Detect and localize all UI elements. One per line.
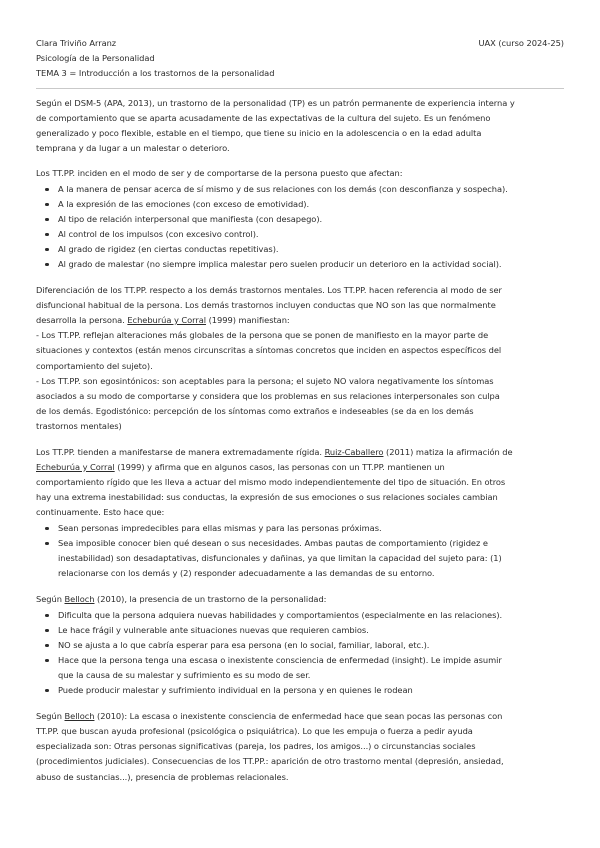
text-line: Diferenciación de los TT.PP. respecto a los demás trastornos mentales. Los TT.PP. hacen referencia al modo de ser	[36, 284, 502, 295]
text-fragment: Los TT.PP. tienden a manifestarse de manera extremadamente rígida.	[36, 446, 325, 457]
list-item: A la manera de pensar acerca de sí mismo y de sus relaciones con los demás (con desconfianza y sospecha).	[58, 182, 564, 197]
list-item	[58, 608, 564, 623]
text-line: de comportamiento que se aparta acusadamente de las expectativas de la cultura del sujeto. Es un fenómeno	[36, 112, 491, 123]
affects-list	[36, 182, 564, 272]
presence-list	[36, 608, 564, 698]
citation-link[interactable]: Ruiz-Caballero	[324, 446, 384, 457]
text-line	[36, 313, 564, 328]
text-line: asociados a su modo de comportarse y considera que los problemas en sus relaciones interpersonales son culpa	[36, 391, 500, 402]
text-line: de los demás. Egodistónico: percepción de los síntomas como extraños e indeseables (se da en los demás	[36, 406, 474, 417]
text-fragment: (2010), la presencia de un trastorno de la personalidad:	[94, 594, 327, 605]
header-divider	[36, 88, 564, 89]
list-item	[58, 683, 564, 698]
text-line: Sean personas impredecibles para ellas mismas y para las personas próximas.	[58, 522, 382, 533]
text-line: comportamiento del sujeto).	[36, 360, 153, 371]
text-fragment: (2010): La escasa o inexistente consciencia de enfermedad hace que sean pocas las personas con	[94, 710, 503, 721]
text-line: TT.PP. que buscan ayuda profesional (psicológica o psiquiátrica). Lo que les empuja o fuerza a pedir ayuda	[36, 725, 473, 736]
text-line: que la causa de su malestar y sufrimiento es su modo de ser.	[58, 669, 311, 680]
course-name: Psicología de la Personalidad	[36, 53, 155, 64]
text-line: temprana y da lugar a un malestar o deterioro.	[36, 143, 230, 154]
text-line: relacionarse con los demás y (2) responder adecuadamente a las demandas de su entorno.	[58, 568, 435, 579]
list-item	[58, 638, 564, 653]
text-line: Los TT.PP. inciden en el modo de ser y de comportarse de la persona puesto que afectan:	[36, 168, 403, 179]
text-line: inestabilidad) son desadaptativas, disfuncionales y dañinas, ya que limitan la capacidad del sujeto para: (1)	[58, 553, 502, 564]
text-line: situaciones y contextos (están menos circunscritas a síntomas concretos que inciden en aspectos específicos del	[36, 345, 502, 356]
text-line: disfuncional habitual de la persona. Los demás trastornos incluyen conductas que NO son las que normalmente	[36, 299, 496, 310]
text-line	[36, 445, 564, 460]
page-header	[36, 36, 564, 82]
text-line: (procedimientos judiciales). Consecuencias de los TT.PP.: aparición de otro trastorno mental (depresión, ansiedad,	[36, 756, 504, 767]
text-fragment: (2011) matiza la afirmación de	[383, 446, 513, 457]
text-line: trastornos mentales)	[36, 421, 122, 432]
text-line: abuso de sustancias...), presencia de problemas relacionales.	[36, 771, 289, 782]
list-item: Al grado de malestar (no siempre implica malestar pero suelen producir un deterioro en la actividad social).	[58, 257, 564, 272]
text-line: - Los TT.PP. reflejan alteraciones más globales de la persona que se ponen de manifiesto en la mayor parte de	[36, 330, 489, 341]
text-line: Sea imposible conocer bien qué desean o sus necesidades. Ambas pautas de comportamiento (rigidez e	[58, 537, 488, 548]
paragraph-belloch-consciousness	[36, 709, 564, 785]
text-line: continuamente. Esto hace que:	[36, 507, 165, 518]
text-line: Dificulta que la persona adquiera nuevas habilidades y comportamientos (especialmente en las relaciones).	[58, 609, 503, 620]
text-line: generalizado y poco flexible, estable en el tiempo, que tiene su inicio en la adolescencia o en la edad adulta	[36, 128, 482, 139]
citation-link[interactable]: Belloch	[64, 710, 95, 721]
citation-link[interactable]: Echeburúa y Corral	[127, 315, 207, 326]
list-item: Al tipo de relación interpersonal que manifiesta (con desapego).	[58, 212, 564, 227]
text-line: - Los TT.PP. son egosintónicos: son aceptables para la persona; el sujeto NO valora negativamente los síntomas	[36, 375, 494, 386]
text-fragment: desarrolla la persona.	[36, 315, 128, 326]
text-fragment: (1999) y afirma que en algunos casos, las personas con un TT.PP. mantienen un	[114, 461, 445, 472]
paragraph-affects-intro	[36, 166, 564, 181]
paragraph-belloch-presence	[36, 592, 564, 607]
text-fragment: Según	[36, 594, 65, 605]
list-item: Al control de los impulsos (con excesivo control).	[58, 227, 564, 242]
paragraph-dsm-definition	[36, 96, 564, 157]
institution-label: UAX (curso 2024-25)	[478, 38, 564, 48]
text-fragment: (1999) manifiestan:	[206, 315, 290, 326]
citation-link[interactable]: Belloch	[64, 594, 95, 605]
list-item: Al grado de rigidez (en ciertas conductas repetitivas).	[58, 242, 564, 257]
text-line	[36, 592, 564, 607]
text-line: Le hace frágil y vulnerable ante situaciones nuevas que requieren cambios.	[58, 624, 369, 635]
text-line: hay una extrema inestabilidad: sus conductas, la expresión de sus emociones o sus relaciones sociales cambian	[36, 492, 498, 503]
text-line	[36, 460, 564, 475]
text-fragment: Según	[36, 710, 65, 721]
text-line	[36, 709, 564, 724]
text-line: comportamiento rígido que les lleva a actuar del mismo modo independientemente del tipo de situación. En otros	[36, 477, 506, 488]
list-item	[58, 536, 564, 582]
citation-link[interactable]: Echeburúa y Corral	[36, 461, 115, 472]
paragraph-differentiation	[36, 283, 564, 435]
text-line: Puede producir malestar y sufrimiento individual en la persona y en quienes le rodean	[58, 684, 413, 695]
list-item	[58, 653, 564, 683]
list-item: A la expresión de las emociones (con exceso de emotividad).	[58, 197, 564, 212]
rigidity-list	[36, 521, 564, 582]
text-line: especializada son: Otras personas significativas (pareja, los padres, los amigos...) o circunstancias sociales	[36, 741, 476, 752]
author-name: Clara Triviño Arranz	[36, 38, 117, 48]
text-line: Según el DSM-5 (APA, 2013), un trastorno de la personalidad (TP) es un patrón permanente de experiencia interna y	[36, 97, 515, 108]
list-item	[58, 521, 564, 536]
text-line: Hace que la persona tenga una escasa o inexistente consciencia de enfermedad (insight). Le impide asumir	[58, 654, 502, 665]
list-item	[58, 623, 564, 638]
topic-title: TEMA 3 = Introducción a los trastornos de la personalidad	[36, 68, 275, 79]
text-line: NO se ajusta a lo que cabría esperar para esa persona (en lo social, familiar, laboral, etc.).	[58, 639, 430, 650]
paragraph-rigidity	[36, 445, 564, 521]
